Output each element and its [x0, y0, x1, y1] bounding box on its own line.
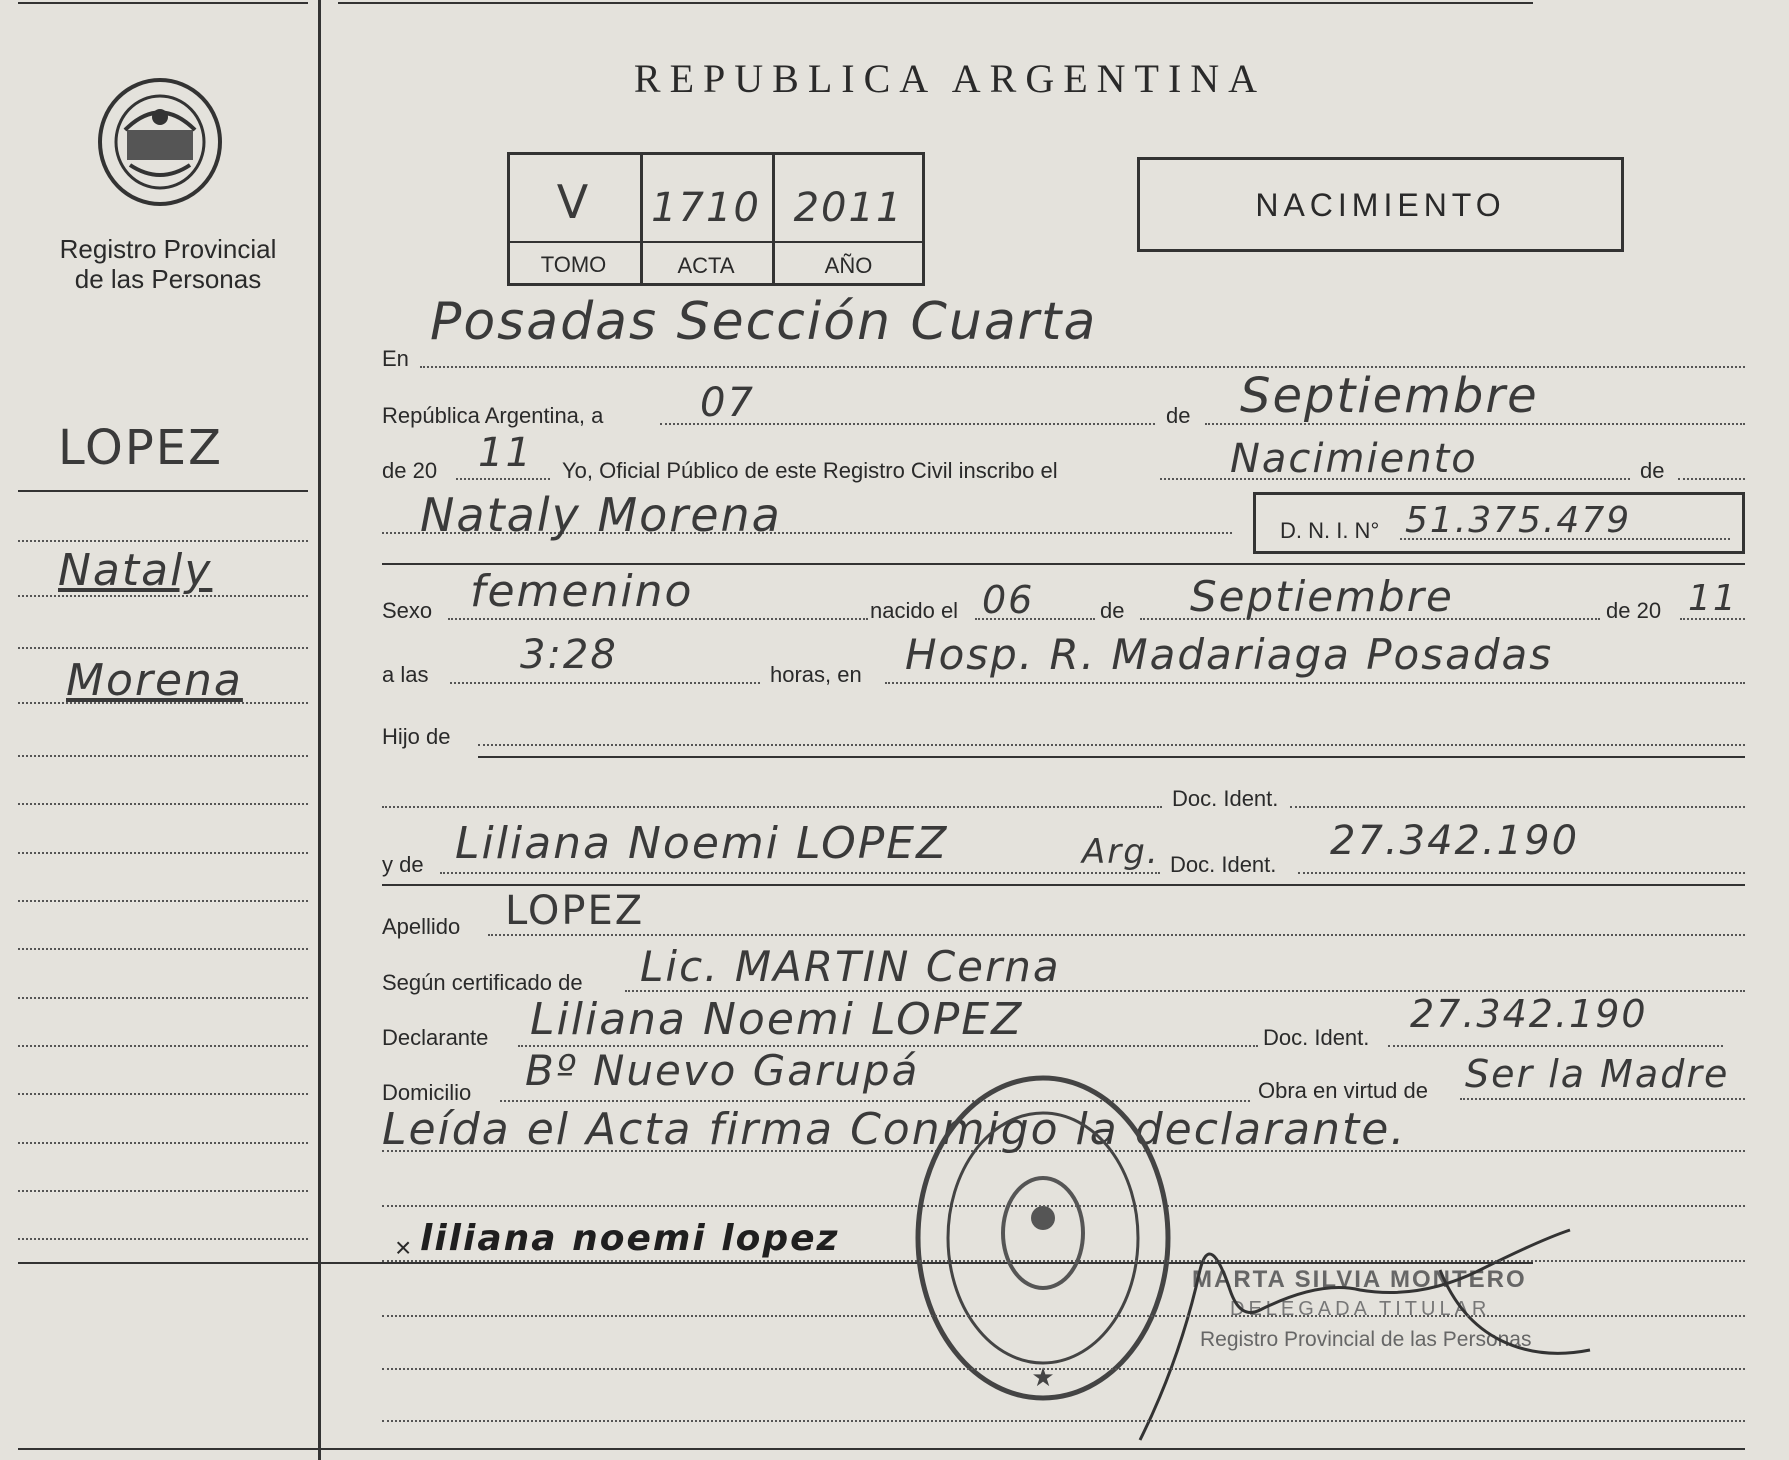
line-father [478, 744, 1745, 746]
label-obra-en-virtud: Obra en virtud de [1258, 1078, 1428, 1103]
line-place [420, 366, 1745, 368]
province-seal [95, 75, 225, 210]
margin-line [18, 1238, 308, 1240]
value-closing: Leída el Acta firma Conmigo la declarante. [382, 1104, 1407, 1155]
acta-label: ACTA [677, 253, 735, 278]
line-birth-place [885, 682, 1745, 684]
line-father-2 [382, 806, 1162, 808]
margin-line [18, 1093, 308, 1095]
label-de-3: de [1100, 598, 1125, 623]
label-sexo: Sexo [382, 598, 433, 623]
value-in-virtue: Ser la Madre [1465, 1052, 1730, 1096]
line-in-virtue [1460, 1098, 1745, 1100]
label-doc-ident-declarant: Doc. Ident. [1263, 1025, 1370, 1050]
label-de-2: de [1640, 458, 1665, 483]
margin-line [18, 647, 308, 649]
official-name: MARTA SILVIA MONTERO [1192, 1266, 1527, 1293]
margin-line [18, 997, 308, 999]
value-place: Posadas Sección Cuarta [430, 292, 1098, 352]
country-title: REPUBLICA ARGENTINA [633, 56, 1267, 101]
margin-line [18, 948, 308, 950]
label-hijo-de: Hijo de [382, 724, 451, 749]
line-surname [488, 934, 1745, 936]
margin-line [18, 1190, 308, 1192]
line-sex [448, 618, 868, 620]
line-lower-2 [382, 1315, 1745, 1317]
top-border-left [18, 2, 308, 4]
line-declarant-doc [1388, 1045, 1723, 1047]
margin-divider [318, 0, 321, 1460]
margin-line [18, 1045, 308, 1047]
anio-label: AÑO [824, 253, 873, 278]
value-declarant-doc: 27.342.190 [1410, 992, 1648, 1036]
line-father-doc [1290, 806, 1745, 808]
value-birth-year: 11 [1688, 578, 1738, 619]
value-sex: femenino [470, 566, 694, 617]
label-dni: D. N. I. N° [1280, 518, 1380, 543]
margin-line [18, 900, 308, 902]
line-year [456, 478, 550, 480]
line-de-end [1678, 478, 1745, 480]
acta-value: 1710 [651, 185, 761, 231]
margin-line [18, 1142, 308, 1144]
margin-line [18, 490, 308, 492]
top-border-right [338, 2, 1533, 4]
value-birth-place: Hosp. R. Madariaga Posadas [905, 630, 1554, 679]
value-certificate: Lic. MARTIN Cerna [640, 942, 1061, 991]
section-divider [382, 563, 1745, 565]
official-title: DELEGADA TITULAR [1230, 1298, 1491, 1320]
value-time: 3:28 [520, 632, 618, 678]
line-mother-doc [1298, 872, 1745, 874]
label-republica-a: República Argentina, a [382, 403, 604, 428]
label-segun-certificado: Según certificado de [382, 970, 583, 995]
label-de20: de 20 [382, 458, 438, 483]
label-de: de [1166, 403, 1191, 428]
value-mother-nationality: Arg. [1082, 832, 1160, 872]
margin-line [18, 852, 308, 854]
label-yo-oficial: Yo, Oficial Público de este Registro Civil inscribo el [562, 458, 1058, 483]
tomo-label: TOMO [540, 252, 607, 277]
official-org: Registro Provincial de las Personas [1200, 1328, 1532, 1351]
line-time [450, 682, 760, 684]
anio-value: 2011 [793, 185, 904, 231]
value-birth-day: 06 [982, 578, 1035, 622]
signature-mark: × [395, 1232, 412, 1263]
label-nacido-el: nacido el [870, 598, 959, 623]
value-address: Bº Nuevo Garupá [525, 1046, 920, 1095]
label-horas-en: horas, en [770, 662, 862, 687]
record-table-row-divider [507, 241, 925, 243]
declarant-signature: liliana noemi lopez [420, 1218, 840, 1259]
label-y-de: y de [382, 852, 424, 877]
value-birth-month: Septiembre [1190, 572, 1454, 621]
margin-line [18, 702, 308, 704]
margin-line [18, 803, 308, 805]
official-signature [1120, 1210, 1600, 1450]
margin-name2: Morena [66, 655, 243, 706]
label-a-las: a las [382, 662, 429, 687]
label-en: En [382, 346, 409, 371]
value-record-kind: Nacimiento [1230, 436, 1478, 482]
margin-surname: LOPEZ [58, 420, 223, 476]
label-apellido: Apellido [382, 914, 461, 939]
margin-name1: Nataly [58, 545, 213, 596]
value-mother-doc: 27.342.190 [1330, 818, 1580, 864]
registry-name-line2: de las Personas [74, 264, 262, 294]
label-declarante: Declarante [382, 1025, 489, 1050]
margin-line [18, 595, 308, 597]
line-lower-1 [382, 1260, 1745, 1262]
mother-underline [382, 884, 1745, 886]
value-mother: Liliana Noemi LOPEZ [455, 818, 949, 869]
registry-name-line1: Registro Provincial [59, 234, 277, 264]
label-doc-ident-mother: Doc. Ident. [1170, 852, 1277, 877]
value-surname: LOPEZ [505, 888, 645, 934]
svg-text:★: ★ [1031, 1362, 1055, 1392]
line-father-underline [478, 756, 1745, 758]
value-declarant: Liliana Noemi LOPEZ [530, 994, 1024, 1045]
value-child-name: Nataly Morena [420, 488, 782, 542]
line-lower-4 [382, 1420, 1745, 1422]
tomo-value: V [556, 175, 591, 229]
value-month: Septiembre [1240, 368, 1539, 424]
final-border [18, 1448, 1745, 1450]
line-mother [440, 872, 1160, 874]
line-lower-3 [382, 1368, 1745, 1370]
label-domicilio: Domicilio [382, 1080, 472, 1105]
margin-line [18, 540, 308, 542]
value-year: 11 [478, 430, 533, 476]
margin-line [18, 755, 308, 757]
value-dni: 51.375.479 [1405, 500, 1632, 541]
value-day: 07 [700, 380, 755, 426]
label-de-20-birth: de 20 [1606, 598, 1662, 623]
record-type: NACIMIENTO [1255, 187, 1506, 223]
label-doc-ident-father: Doc. Ident. [1172, 786, 1279, 811]
